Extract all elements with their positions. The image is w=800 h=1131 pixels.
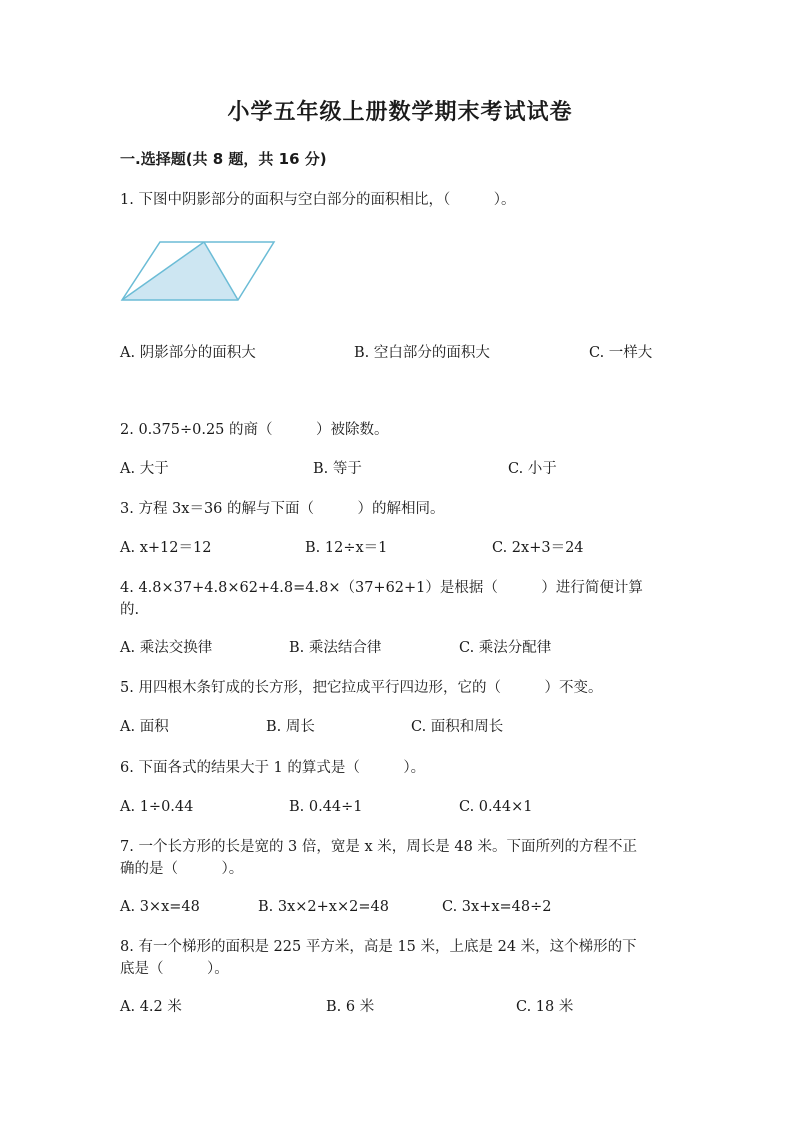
question-2-option-c[interactable]: C. 小于 bbox=[508, 461, 557, 477]
question-6-option-b[interactable]: B. 0.44÷1 bbox=[289, 799, 363, 815]
question-5-text: 5. 用四根木条钉成的长方形，把它拉成平行四边形，它的（ ）不变。 bbox=[120, 680, 603, 696]
question-1-option-c[interactable]: C. 一样大 bbox=[589, 345, 653, 361]
question-3-option-b[interactable]: B. 12÷x＝1 bbox=[305, 540, 388, 556]
question-4-text: 4. 4.8×37+4.8×62+4.8=4.8×（37+62+1）是根据（ ）进行简便计算 bbox=[120, 580, 643, 596]
question-3-option-a[interactable]: A. x+12＝12 bbox=[120, 540, 212, 556]
question-7-option-c[interactable]: C. 3x+x=48÷2 bbox=[442, 899, 552, 915]
question-6-option-a[interactable]: A. 1÷0.44 bbox=[120, 799, 194, 815]
question-3-option-c[interactable]: C. 2x+3＝24 bbox=[492, 540, 584, 556]
question-8-text: 8. 有一个梯形的面积是 225 平方米，高是 15 米，上底是 24 米，这个梯形的下 bbox=[120, 939, 637, 955]
question-7-option-a[interactable]: A. 3×x=48 bbox=[120, 899, 200, 915]
exam-title: 小学五年级上册数学期末考试试卷 bbox=[227, 100, 573, 125]
question-4-option-a[interactable]: A. 乘法交换律 bbox=[120, 640, 213, 656]
question-7-option-b[interactable]: B. 3x×2+x×2=48 bbox=[258, 899, 389, 915]
question-4-option-c[interactable]: C. 乘法分配律 bbox=[459, 640, 552, 656]
question-1-figure bbox=[118, 238, 278, 308]
question-8-text-line2: 底是（ ）。 bbox=[120, 961, 229, 977]
question-3-text: 3. 方程 3x＝36 的解与下面（ ）的解相同。 bbox=[120, 501, 445, 517]
question-1-option-b[interactable]: B. 空白部分的面积大 bbox=[354, 345, 490, 361]
section-heading: 一.选择题(共 8 题，共 16 分) bbox=[120, 150, 327, 168]
question-8-option-c[interactable]: C. 18 米 bbox=[516, 999, 574, 1015]
question-2-text: 2. 0.375÷0.25 的商（ ）被除数。 bbox=[120, 422, 389, 438]
question-6-text: 6. 下面各式的结果大于 1 的算式是（ ）。 bbox=[120, 760, 426, 776]
parallelogram-figure bbox=[118, 238, 278, 304]
question-2-option-b[interactable]: B. 等于 bbox=[313, 461, 362, 477]
question-4-option-b[interactable]: B. 乘法结合律 bbox=[289, 640, 382, 656]
question-8-option-b[interactable]: B. 6 米 bbox=[326, 999, 375, 1015]
question-1-text: 1. 下图中阴影部分的面积与空白部分的面积相比，（ ）。 bbox=[120, 192, 516, 208]
question-5-option-a[interactable]: A. 面积 bbox=[120, 719, 169, 735]
question-8-option-a[interactable]: A. 4.2 米 bbox=[120, 999, 182, 1015]
question-7-text-line2: 确的是（ ）。 bbox=[120, 861, 244, 877]
question-4-text-line2: 的. bbox=[120, 602, 140, 618]
question-6-option-c[interactable]: C. 0.44×1 bbox=[459, 799, 533, 815]
question-5-option-b[interactable]: B. 周长 bbox=[266, 719, 315, 735]
question-5-option-c[interactable]: C. 面积和周长 bbox=[411, 719, 504, 735]
question-2-option-a[interactable]: A. 大于 bbox=[120, 461, 169, 477]
question-1-option-a[interactable]: A. 阴影部分的面积大 bbox=[120, 345, 256, 361]
question-7-text: 7. 一个长方形的长是宽的 3 倍，宽是 x 米，周长是 48 米。下面所列的方程不正 bbox=[120, 839, 637, 855]
